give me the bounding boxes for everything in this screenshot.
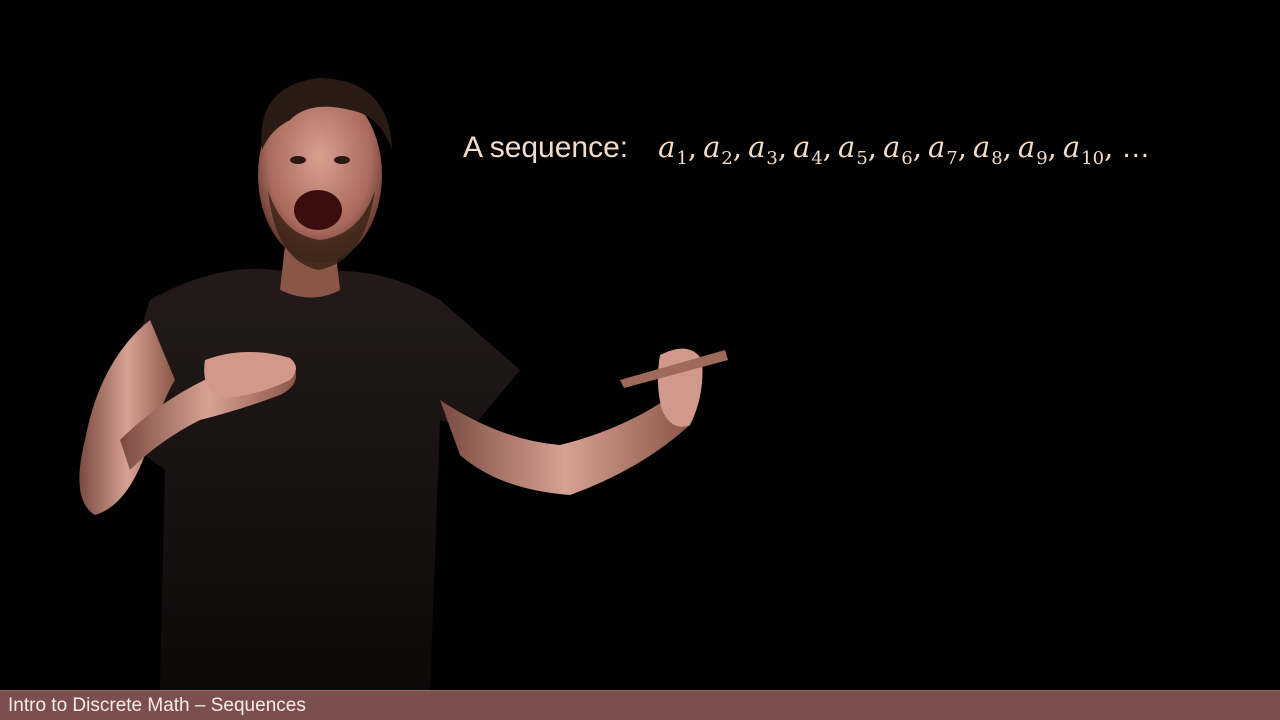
sequence-term — [748, 130, 778, 169]
term-index: 10 — [1081, 148, 1105, 169]
term-base: a — [972, 130, 991, 164]
mouth — [294, 190, 342, 230]
term-separator: , — [912, 130, 922, 164]
term-separator: , — [687, 130, 698, 164]
term-separator: , — [822, 130, 833, 164]
term-index: 7 — [946, 148, 958, 169]
sequence-term — [1017, 130, 1048, 169]
term-separator: , — [957, 130, 967, 164]
sequence-headline — [463, 130, 1151, 169]
right-eye — [334, 156, 350, 164]
term-base: a — [658, 130, 676, 164]
term-separator: , — [1002, 130, 1012, 164]
term-base: a — [703, 130, 721, 164]
term-separator: , — [1047, 130, 1057, 164]
headline-label: A sequence: — [463, 131, 629, 164]
term-base: a — [838, 130, 856, 164]
term-separator: , — [1104, 130, 1114, 164]
sequence-terms — [658, 130, 1151, 169]
footer-bar — [0, 690, 1280, 720]
term-index: 1 — [676, 148, 688, 169]
term-index: 8 — [991, 148, 1003, 169]
term-base: a — [882, 130, 901, 164]
sequence-term — [703, 130, 733, 169]
shirt — [110, 269, 520, 690]
term-index: 5 — [856, 148, 868, 169]
term-base: a — [1062, 130, 1081, 164]
sequence-term — [972, 130, 1003, 169]
sequence-term — [658, 130, 688, 169]
term-index: 2 — [721, 148, 733, 169]
term-separator: , — [732, 130, 743, 164]
term-index: 9 — [1036, 148, 1048, 169]
sequence-term — [882, 130, 913, 169]
term-separator: , — [777, 130, 788, 164]
term-base: a — [927, 130, 946, 164]
sequence-term — [1062, 130, 1105, 169]
left-eye — [290, 156, 306, 164]
term-base: a — [793, 130, 811, 164]
term-index: 6 — [901, 148, 913, 169]
term-base: a — [1017, 130, 1036, 164]
footer-title: Intro to Discrete Math – Sequences — [8, 695, 306, 716]
term-index: 4 — [811, 148, 823, 169]
term-separator: , — [867, 130, 877, 164]
term-index: 3 — [766, 148, 778, 169]
sequence-ellipsis: … — [1121, 132, 1151, 164]
sequence-term — [927, 130, 958, 169]
term-base: a — [748, 130, 766, 164]
sequence-term — [793, 130, 823, 169]
sequence-term — [838, 130, 868, 169]
